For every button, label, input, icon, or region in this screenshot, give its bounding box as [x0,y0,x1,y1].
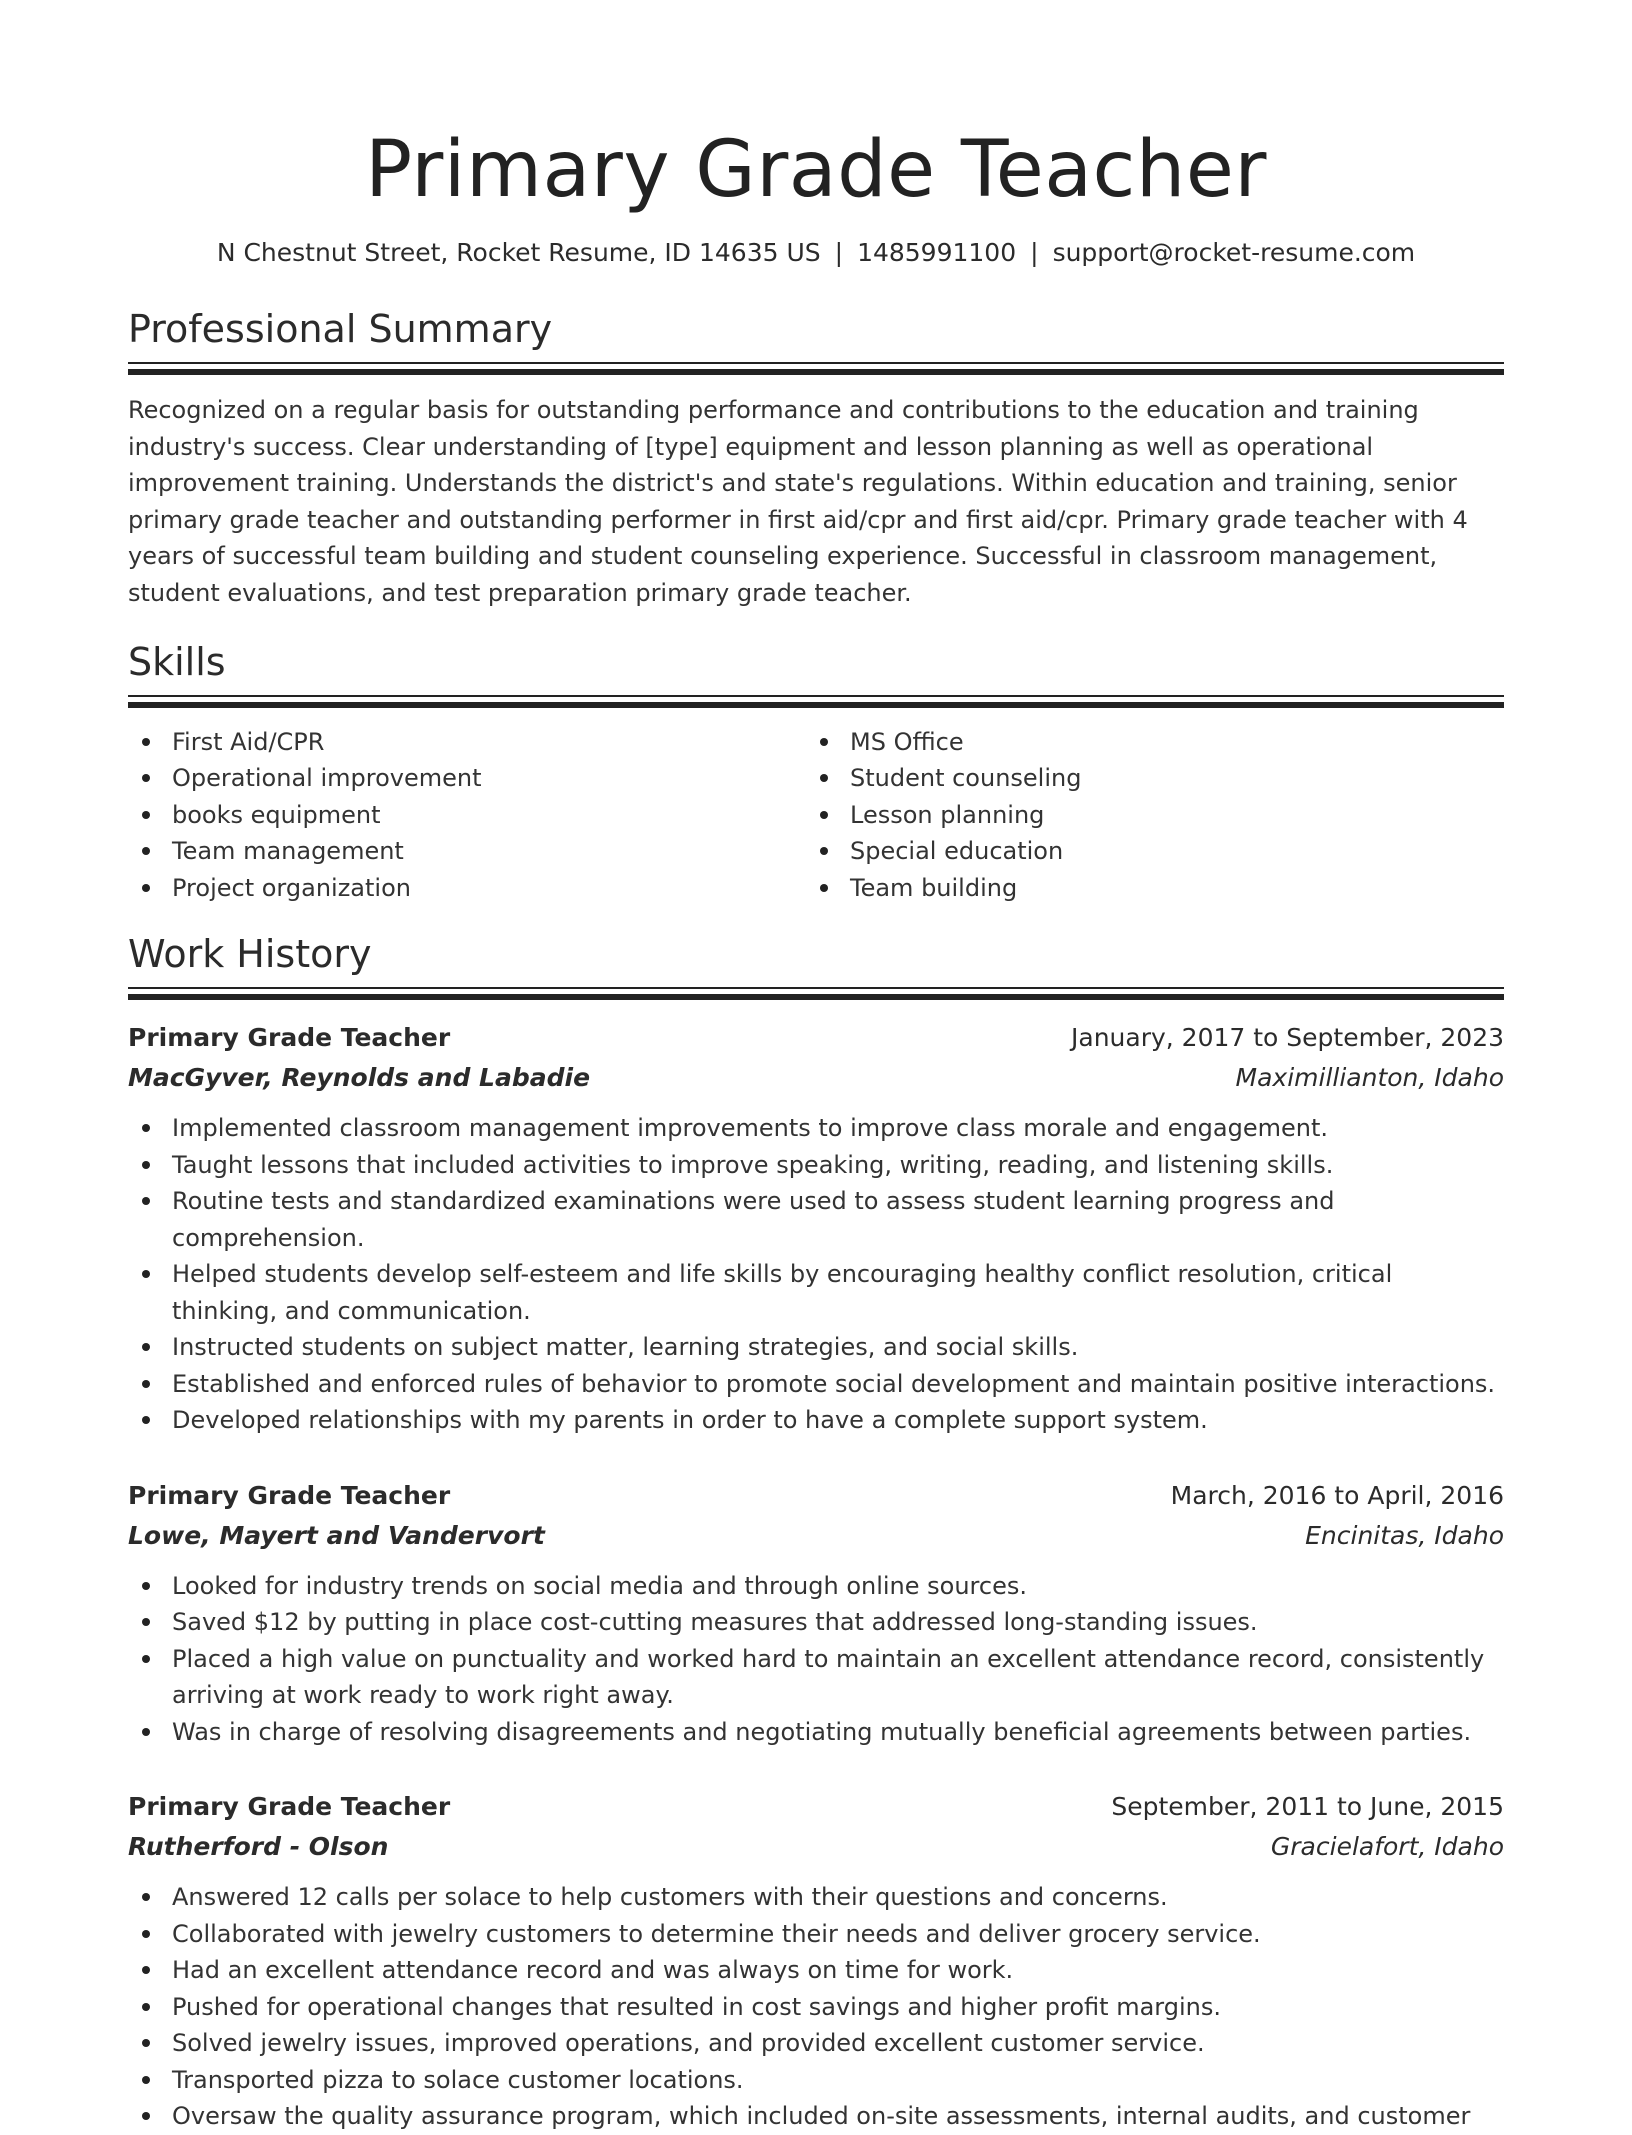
job-location: Encinitas, Idaho [1305,1520,1504,1550]
summary-heading: Professional Summary [128,307,553,351]
job-dates: March, 2016 to April, 2016 [1170,1480,1504,1510]
skill-item: Student counseling [806,760,1484,797]
job-location: Gracielafort, Idaho [1270,1832,1504,1862]
job-header-row [128,1476,1504,1516]
job-company-row [128,1516,1504,1556]
job-duties-list [128,1568,1504,1751]
job-company-row [128,1827,1504,1867]
summary-text: Recognized on a regular basis for outstanding performance and contributions to the education and training industry's success. Clear understanding of [type] equipment and lesson planning as well as operational improvement training. Understands the district's and state's regulations. Within education and training, senior primary grade teacher and outstanding performer in first aid/cpr and first aid/cpr. Primary grade teacher with 4 years of successful team building and student counseling experience. Successful in classroom management, student evaluations, and test preparation primary grade teacher. [128,396,1468,607]
job-entry [128,1018,1504,1439]
section-divider [128,695,1504,708]
candidate-name: Primary Grade Teacher [365,125,1267,215]
skill-item: Special education [806,833,1484,870]
contact-separator: | [1030,238,1039,267]
job-duty-item: Was in charge of resolving disagreements and negotiating mutually beneficial agreements between parties. [128,1714,1504,1751]
contact-email: support@rocket-resume.com [1052,238,1416,267]
job-company: Rutherford - Olson [128,1832,389,1862]
job-duty-item: Oversaw the quality assurance program, which included on-site assessments, internal audits, and customer [128,2098,1504,2135]
job-entry [128,1787,1504,2135]
job-company: Lowe, Mayert and Vandervort [128,1520,545,1550]
contact-separator: | [834,238,844,267]
skill-item: Team management [128,833,806,870]
work-history-heading: Work History [128,932,372,977]
skills-grid [128,724,1504,907]
skill-item: Operational improvement [128,760,806,797]
contact-phone: 1485991100 [857,238,1017,267]
skill-item: MS Office [806,724,1484,761]
job-company: MacGyver, Reynolds and Labadie [128,1063,591,1093]
job-duty-item: Taught lessons that included activities to improve speaking, writing, reading, and listening skills. [128,1147,1504,1184]
skill-item: Team building [806,870,1484,907]
job-header-row [128,1018,1504,1058]
job-duty-item: Solved jewelry issues, improved operations, and provided excellent customer service. [128,2025,1504,2062]
job-duty-item: Answered 12 calls per solace to help customers with their questions and concerns. [128,1879,1504,1916]
job-duty-item: Helped students develop self-esteem and life skills by encouraging healthy conflict resolution, critical thinking, and communication. [128,1256,1504,1329]
work-history-list [128,1018,1504,2135]
job-title: Primary Grade Teacher [128,1792,451,1822]
job-duty-item: Instructed students on subject matter, learning strategies, and social skills. [128,1329,1504,1366]
section-divider [128,362,1504,375]
job-duties-list [128,1110,1504,1439]
job-duty-item: Implemented classroom management improvements to improve class morale and engagement. [128,1110,1504,1147]
job-duty-item: Saved $12 by putting in place cost-cutting measures that addressed long-standing issues. [128,1604,1504,1641]
section-divider [128,987,1504,1000]
skills-column-left [128,724,806,907]
job-duty-item: Pushed for operational changes that resulted in cost savings and higher profit margins. [128,1989,1504,2026]
job-dates: January, 2017 to September, 2023 [1071,1023,1504,1053]
job-title: Primary Grade Teacher [128,1480,451,1510]
job-duty-item: Looked for industry trends on social media and through online sources. [128,1568,1504,1605]
job-header-row [128,1787,1504,1827]
job-duty-item: Routine tests and standardized examinations were used to assess student learning progress and comprehension. [128,1183,1504,1256]
job-dates: September, 2011 to June, 2015 [1111,1792,1504,1822]
job-title: Primary Grade Teacher [128,1023,451,1053]
job-duty-item: Placed a high value on punctuality and worked hard to maintain an excellent attendance record, consistently arriving at work ready to work right away. [128,1641,1504,1714]
job-entry [128,1476,1504,1751]
job-duty-item: Developed relationships with my parents in order to have a complete support system. [128,1402,1504,1439]
job-duty-item: Transported pizza to solace customer locations. [128,2062,1504,2099]
resume-page [128,0,1504,2135]
job-location: Maximillianton, Idaho [1235,1063,1504,1093]
skill-item: First Aid/CPR [128,724,806,761]
job-company-row [128,1058,1504,1098]
skills-heading: Skills [128,639,226,684]
contact-address: N Chestnut Street, Rocket Resume, ID 14635 US [216,238,821,267]
skill-item: books equipment [128,797,806,834]
skills-list-right [806,724,1484,907]
job-duty-item: Collaborated with jewelry customers to determine their needs and deliver grocery service. [128,1916,1504,1953]
job-duty-item: Established and enforced rules of behavior to promote social development and maintain positive interactions. [128,1366,1504,1403]
job-duty-item: Had an excellent attendance record and was always on time for work. [128,1952,1504,1989]
skills-column-right [806,724,1484,907]
skills-list-left [128,724,806,907]
job-duties-list [128,1879,1504,2135]
skill-item: Lesson planning [806,797,1484,834]
contact-line [128,236,1504,270]
skill-item: Project organization [128,870,806,907]
